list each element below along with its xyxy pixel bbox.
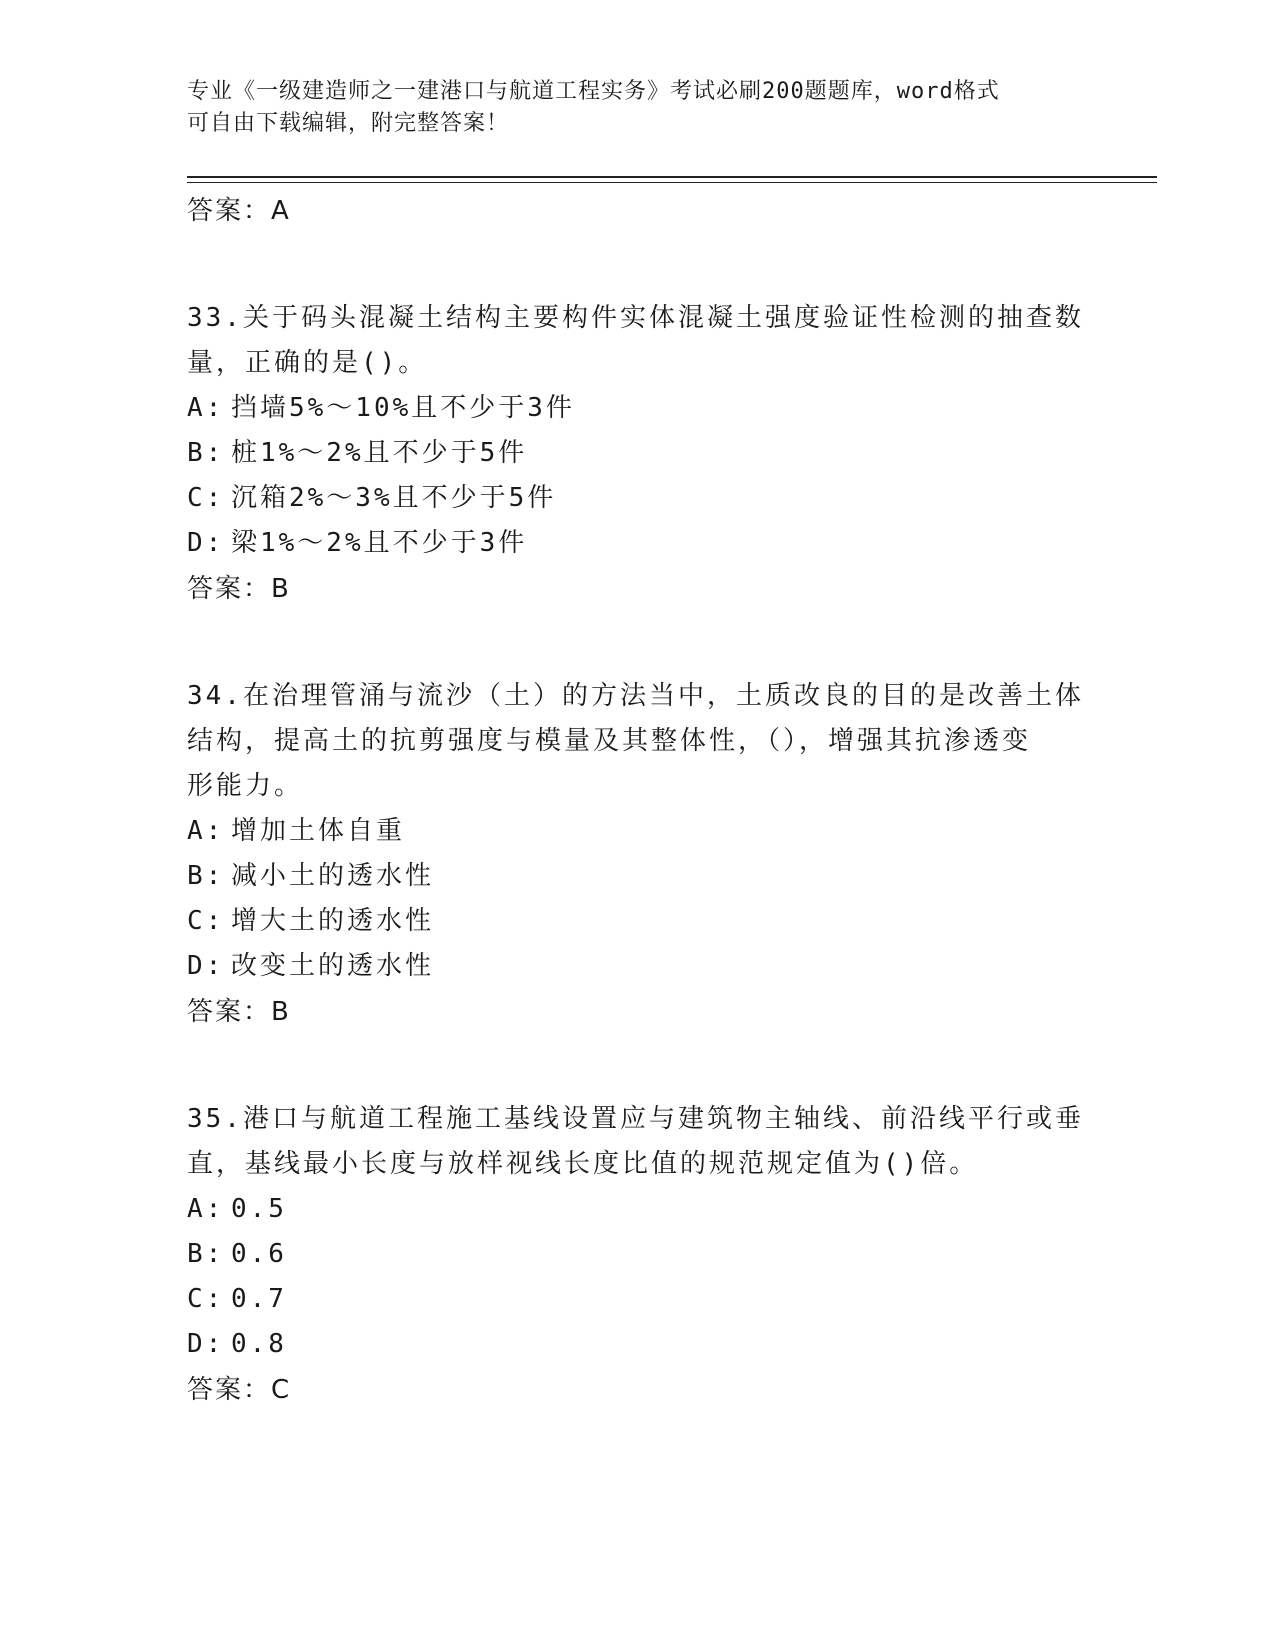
option-letter: B: [187, 861, 225, 891]
option-letter: B: [187, 438, 225, 468]
option-letter: A: [187, 816, 225, 846]
option-text: 沉箱2%～3%且不少于5件 [231, 483, 557, 513]
option-text: 减小土的透水性 [231, 861, 435, 891]
option-c [187, 899, 1087, 944]
option-a [187, 386, 1087, 431]
option-letter: C: [187, 1284, 225, 1314]
option-d [187, 521, 1087, 566]
option-text: 增大土的透水性 [231, 906, 435, 936]
option-letter: D: [187, 1329, 225, 1359]
option-letter: D: [187, 951, 225, 981]
option-d [187, 1322, 1087, 1367]
option-letter: B: [187, 1239, 225, 1269]
option-text: 0.5 [231, 1194, 287, 1224]
option-text: 0.6 [231, 1239, 287, 1269]
question-answer: 答案：C [187, 1375, 292, 1405]
option-letter: C: [187, 906, 225, 936]
question-33 [187, 296, 1087, 612]
option-c [187, 476, 1087, 521]
question-stem-line: 量，正确的是()。 [187, 348, 428, 378]
option-text: 挡墙5%～10%且不少于3件 [231, 393, 575, 423]
option-text: 0.7 [231, 1284, 287, 1314]
option-b [187, 854, 1087, 899]
header-title-line-1: 专业《一级建造师之一建港口与航道工程实务》考试必刷200题题库，word格式 [187, 79, 1000, 104]
option-d [187, 944, 1087, 989]
question-answer: 答案：B [187, 574, 291, 604]
question-35 [187, 1097, 1087, 1413]
option-text: 梁1%～2%且不少于3件 [231, 528, 528, 558]
header-divider-thick [187, 176, 1157, 178]
option-letter: D: [187, 528, 225, 558]
option-a [187, 809, 1087, 854]
option-b [187, 431, 1087, 476]
option-text: 增加土体自重 [231, 816, 406, 846]
question-stem-line: 结构，提高土的抗剪强度与模量及其整体性，（），增强其抗渗透变 [187, 726, 1032, 756]
option-text: 0.8 [231, 1329, 287, 1359]
previous-question-answer: 答案：A [187, 196, 291, 226]
header-divider-thin [187, 182, 1157, 183]
header-title-line-2: 可自由下载编辑，附完整答案！ [187, 111, 510, 136]
question-34 [187, 674, 1087, 1035]
option-letter: C: [187, 483, 225, 513]
question-stem-line: 35.港口与航道工程施工基线设置应与建筑物主轴线、前沿线平行或垂 [187, 1104, 1084, 1134]
question-stem-line: 33.关于码头混凝土结构主要构件实体混凝土强度验证性检测的抽查数 [187, 303, 1084, 333]
question-stem-line: 形能力。 [187, 771, 304, 801]
question-answer: 答案：B [187, 997, 291, 1027]
option-letter: A: [187, 1194, 225, 1224]
option-a [187, 1187, 1087, 1232]
option-letter: A: [187, 393, 225, 423]
question-stem-line: 34.在治理管涌与流沙（土）的方法当中，土质改良的目的是改善土体 [187, 681, 1084, 711]
question-stem-line: 直，基线最小长度与放样视线长度比值的规范规定值为()倍。 [187, 1149, 979, 1179]
option-text: 改变土的透水性 [231, 951, 435, 981]
document-header [187, 76, 1077, 140]
option-b [187, 1232, 1087, 1277]
option-text: 桩1%～2%且不少于5件 [231, 438, 528, 468]
option-c [187, 1277, 1087, 1322]
document-body [187, 188, 1087, 1413]
